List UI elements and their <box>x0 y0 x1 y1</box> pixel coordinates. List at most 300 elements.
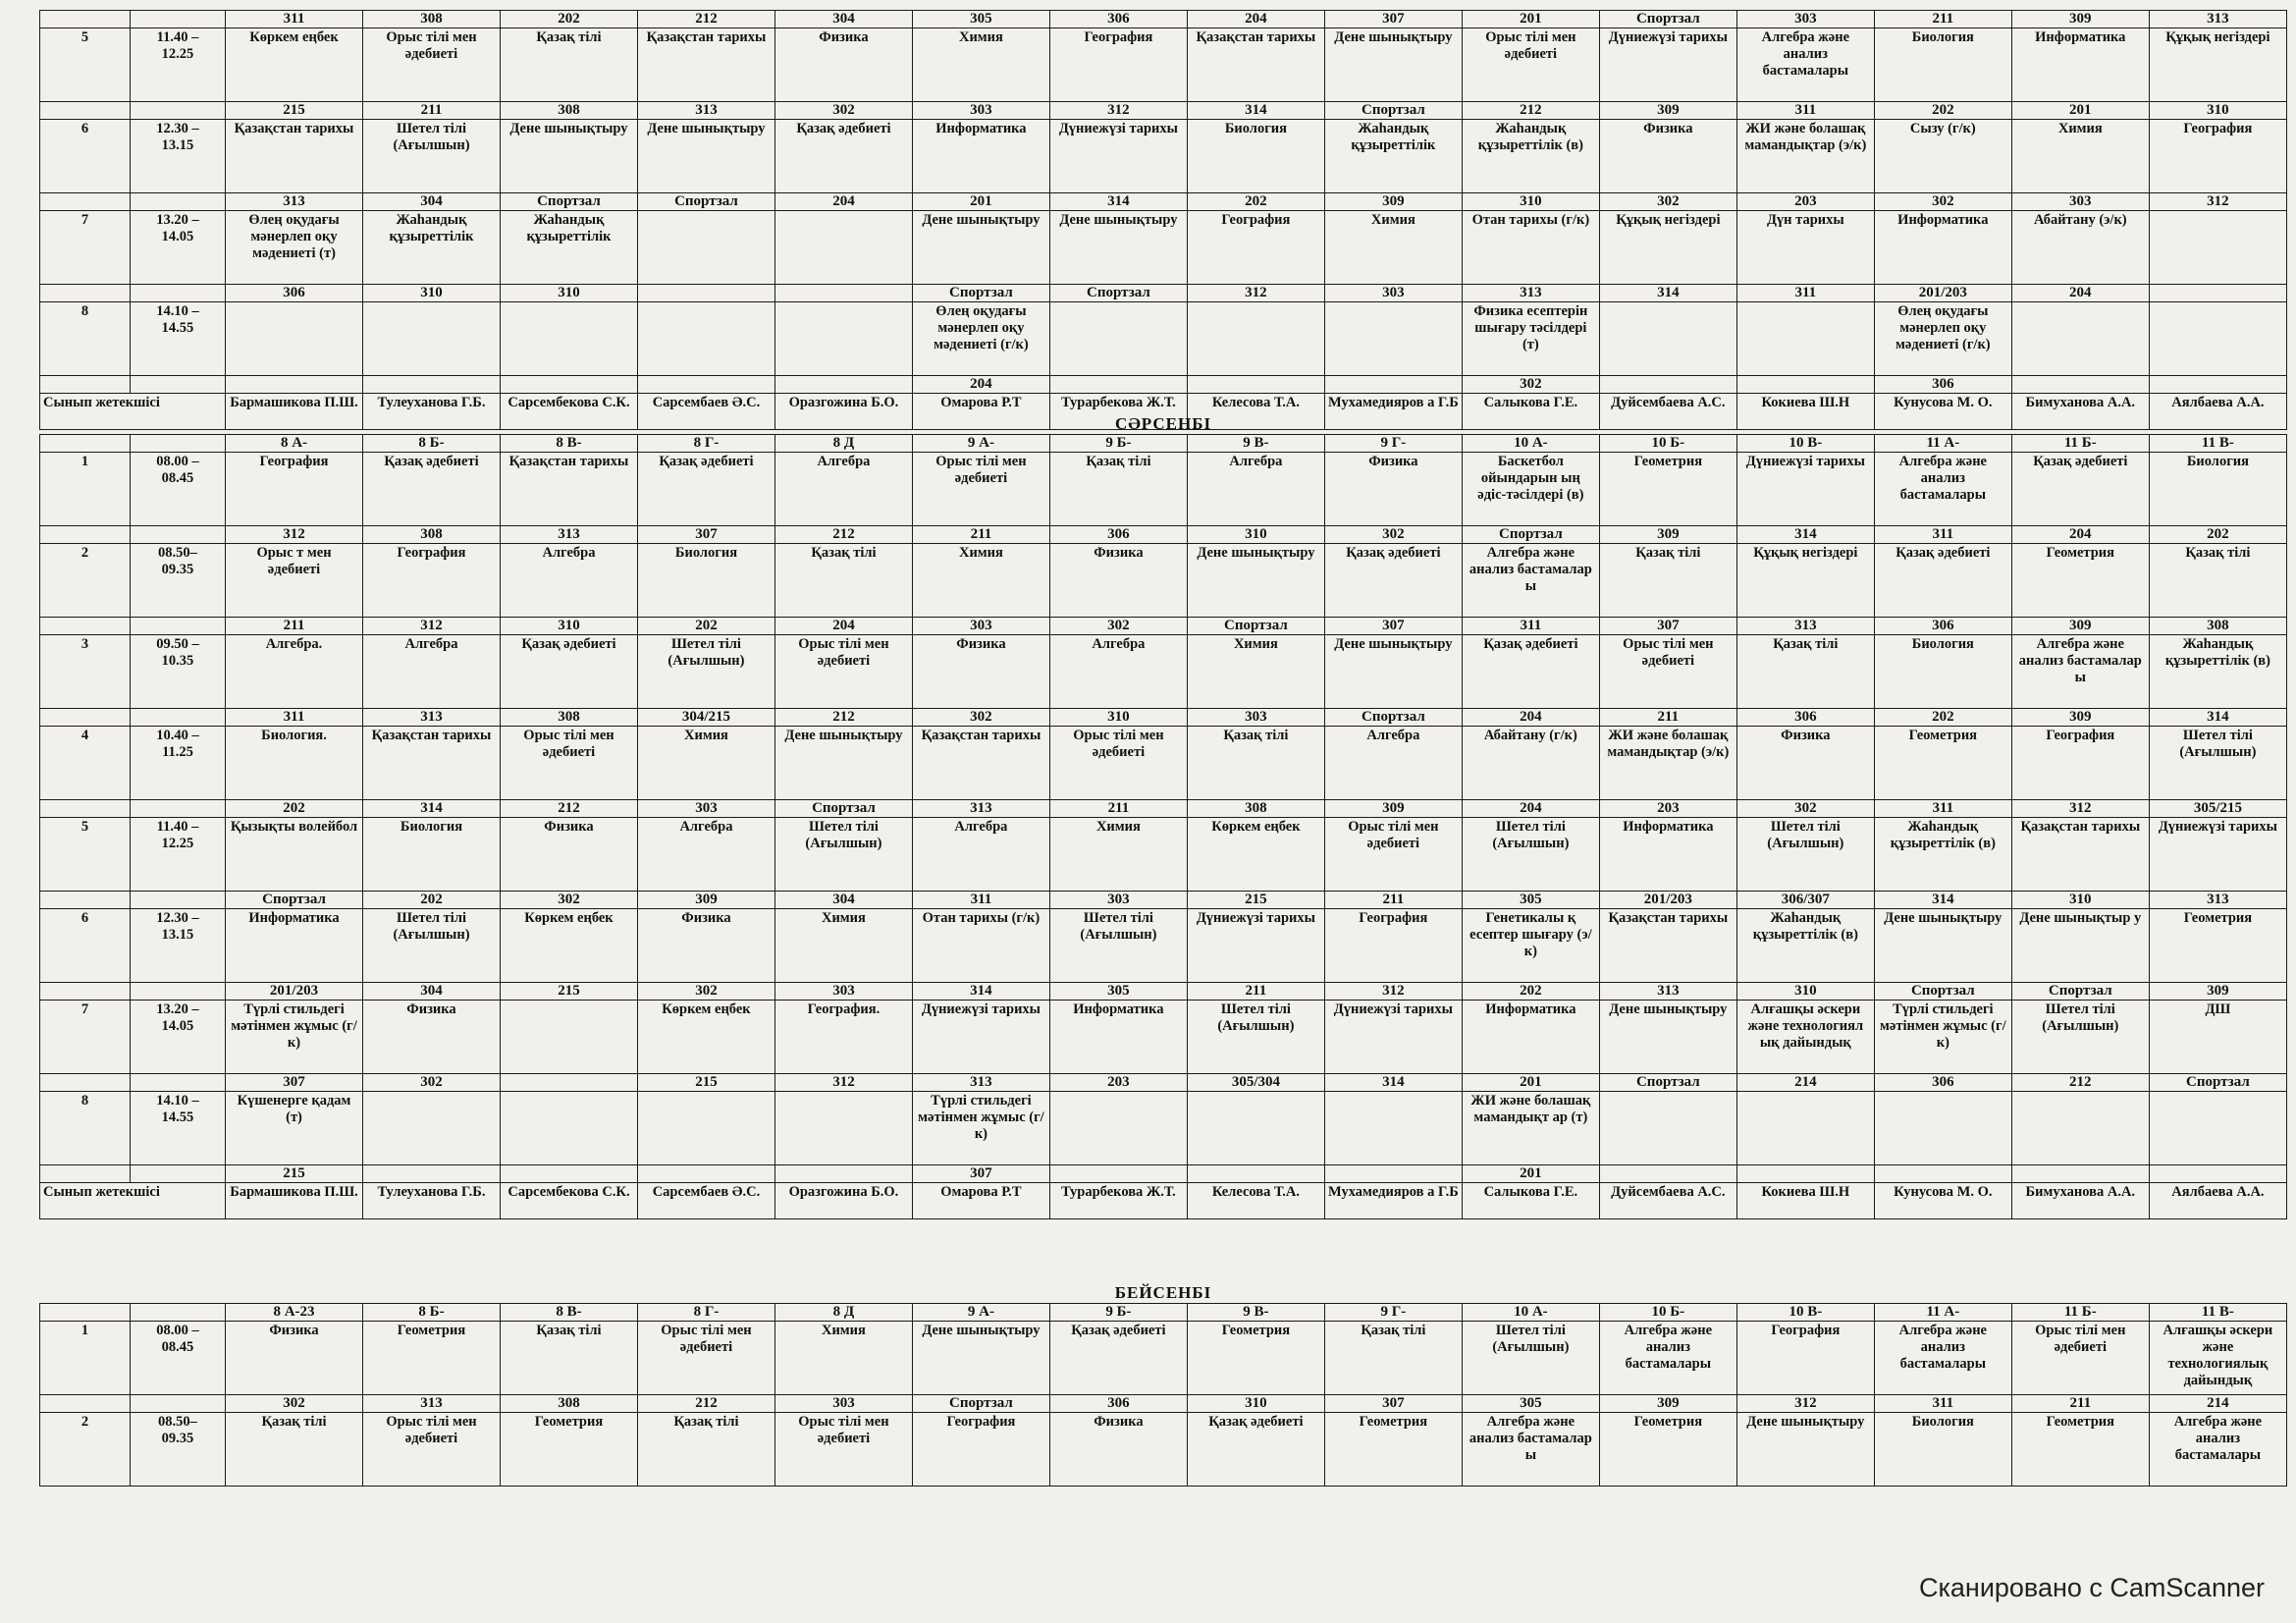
room-number: 311 <box>912 892 1049 909</box>
room-number <box>774 285 912 302</box>
room-number <box>363 376 501 394</box>
subject-cell: ЖИ және болашақ мамандықт ар (т) <box>1462 1092 1599 1165</box>
subject-cell: Құқық негіздері <box>1599 211 1736 285</box>
camscanner-watermark: Сканировано с CamScanner <box>1918 1573 2265 1602</box>
subject-cell <box>774 1092 912 1165</box>
subject-cell: Отан тарихы (г/к) <box>912 909 1049 983</box>
room-row <box>40 11 2287 28</box>
subject-cell: Шетел тілі (Ағылшын) <box>363 120 501 193</box>
teacher-name: Тулеуханова Г.Б. <box>363 394 501 430</box>
room-number: 305 <box>912 11 1049 28</box>
blank-cell <box>40 435 131 453</box>
subject-cell: Алгебра және анализ бастамалар ы <box>2011 635 2149 709</box>
teacher-name: Аялбаева А.А. <box>2149 394 2286 430</box>
room-number: 308 <box>500 709 637 727</box>
subject-cell <box>637 302 774 376</box>
subject-cell: Алгебра және анализ бастамалары <box>1736 28 1874 102</box>
subject-cell <box>637 211 774 285</box>
subject-cell: Қазақстан тарихы <box>2011 818 2149 892</box>
subject-cell: Орыс тілі мен әдебиеті <box>2011 1322 2149 1395</box>
room-row <box>40 193 2287 211</box>
subject-cell: Геометрия <box>1599 1413 1736 1487</box>
room-number: Спортзал <box>500 193 637 211</box>
subject-cell: Орыс тілі мен әдебиеті <box>363 1413 501 1487</box>
room-number: 304 <box>774 11 912 28</box>
room-number: 312 <box>1049 102 1187 120</box>
teacher-name: Омарова Р.Т <box>912 394 1049 430</box>
subject-cell: Дене шынықтыру <box>1324 28 1462 102</box>
blank-cell <box>130 526 225 544</box>
subject-cell: ДШ <box>2149 1001 2286 1074</box>
teacher-name: Оразгожина Б.О. <box>774 394 912 430</box>
subject-cell: Биология <box>1874 28 2011 102</box>
subject-cell: Геометрия <box>2149 909 2286 983</box>
teacher-name: Оразгожина Б.О. <box>774 1183 912 1219</box>
class-header: 11 А- <box>1874 435 2011 453</box>
teacher-name: Аялбаева А.А. <box>2149 1183 2286 1219</box>
room-number: 202 <box>1874 102 2011 120</box>
room-number: 212 <box>637 11 774 28</box>
subject-cell <box>2011 1092 2149 1165</box>
subject-cell: Дүниежүзі тарихы <box>1049 120 1187 193</box>
room-number: 310 <box>2011 892 2149 909</box>
blank-cell <box>130 1395 225 1413</box>
room-number <box>500 1165 637 1183</box>
blank-cell <box>40 11 131 28</box>
lesson-time: 13.20 – 14.05 <box>130 211 225 285</box>
room-number: 304/215 <box>637 709 774 727</box>
lesson-time: 14.10 – 14.55 <box>130 1092 225 1165</box>
room-number: 307 <box>1324 1395 1462 1413</box>
room-number: 305 <box>1462 892 1599 909</box>
room-number <box>1874 1165 2011 1183</box>
room-row <box>40 1165 2287 1183</box>
subject-cell: Биология <box>363 818 501 892</box>
room-number: 302 <box>1599 193 1736 211</box>
subject-cell: Жаһандық құзыреттілік <box>1324 120 1462 193</box>
lesson-row <box>40 302 2287 376</box>
class-teacher-label: Сынып жетекшісі <box>40 1183 226 1219</box>
subject-cell: Қазақстан тарихы <box>363 727 501 800</box>
subject-cell <box>1324 1092 1462 1165</box>
room-number: 313 <box>2149 11 2286 28</box>
lesson-number: 6 <box>40 120 131 193</box>
class-header: 9 В- <box>1187 1304 1324 1322</box>
blank-cell <box>130 892 225 909</box>
room-number: 308 <box>1187 800 1324 818</box>
room-number <box>1599 1165 1736 1183</box>
room-number: 202 <box>637 618 774 635</box>
subject-cell: Алгебра. <box>226 635 363 709</box>
lesson-time: 08.50– 09.35 <box>130 1413 225 1487</box>
subject-cell: Көркем еңбек <box>1187 818 1324 892</box>
room-number: 312 <box>774 1074 912 1092</box>
room-number: 306 <box>1736 709 1874 727</box>
room-number: 310 <box>1187 526 1324 544</box>
room-number <box>500 1074 637 1092</box>
teacher-name: Сарсембаев Ә.С. <box>637 394 774 430</box>
blank-cell <box>130 193 225 211</box>
subject-cell: Орыс тілі мен әдебиеті <box>774 1413 912 1487</box>
room-number: 306/307 <box>1736 892 1874 909</box>
subject-cell: Химия <box>1187 635 1324 709</box>
teacher-name: Дуйсембаева А.С. <box>1599 1183 1736 1219</box>
room-number: 304 <box>774 892 912 909</box>
subject-cell: Орыс т мен әдебиеті <box>226 544 363 618</box>
class-header: 9 Б- <box>1049 435 1187 453</box>
subject-cell: Абайтану (э/к) <box>2011 211 2149 285</box>
room-number: 310 <box>1187 1395 1324 1413</box>
subject-cell: Қазақ әдебиеті <box>1187 1413 1324 1487</box>
room-number: 312 <box>363 618 501 635</box>
subject-cell: Дүниежүзі тарихы <box>2149 818 2286 892</box>
subject-cell: Дүниежүзі тарихы <box>1599 28 1736 102</box>
subject-cell: Қазақ әдебиеті <box>774 120 912 193</box>
subject-cell: Дене шынықтыру <box>637 120 774 193</box>
room-number: 313 <box>500 526 637 544</box>
blank-cell <box>40 193 131 211</box>
room-number: 308 <box>363 11 501 28</box>
room-number: 215 <box>226 102 363 120</box>
room-number: 302 <box>637 983 774 1001</box>
room-number: 302 <box>774 102 912 120</box>
room-number: 302 <box>1049 618 1187 635</box>
lesson-row <box>40 909 2287 983</box>
lesson-number: 2 <box>40 1413 131 1487</box>
teacher-name: Кунусова М. О. <box>1874 1183 2011 1219</box>
room-number: 303 <box>1324 285 1462 302</box>
subject-cell: Биология. <box>226 727 363 800</box>
subject-cell: Дүниежүзі тарихы <box>1187 909 1324 983</box>
room-number: 303 <box>774 1395 912 1413</box>
room-number: 312 <box>1187 285 1324 302</box>
room-number: 309 <box>2011 11 2149 28</box>
subject-cell: Информатика <box>1049 1001 1187 1074</box>
room-number: 203 <box>1049 1074 1187 1092</box>
subject-cell: Алгебра және анализ бастамалары <box>2149 1413 2286 1487</box>
room-number: 302 <box>363 1074 501 1092</box>
subject-cell: Қызықты волейбол <box>226 818 363 892</box>
room-number: 313 <box>2149 892 2286 909</box>
subject-cell: Информатика <box>1462 1001 1599 1074</box>
subject-cell: Өлең оқудағы мәнерлеп оқу мәдениеті (т) <box>226 211 363 285</box>
room-number <box>1187 1165 1324 1183</box>
lesson-row <box>40 211 2287 285</box>
subject-cell: Көркем еңбек <box>500 909 637 983</box>
subject-cell: Геометрия <box>1324 1413 1462 1487</box>
subject-cell: Көркем еңбек <box>226 28 363 102</box>
subject-cell: Алгебра <box>1324 727 1462 800</box>
room-number: 308 <box>500 1395 637 1413</box>
room-number: 313 <box>363 1395 501 1413</box>
subject-cell: Физика <box>500 818 637 892</box>
room-number: Спортзал <box>1187 618 1324 635</box>
room-number <box>1324 1165 1462 1183</box>
class-header: 10 В- <box>1736 1304 1874 1322</box>
subject-cell: География <box>1049 28 1187 102</box>
subject-cell: Шетел тілі (Ағылшын) <box>637 635 774 709</box>
teacher-name: Бармашикова П.Ш. <box>226 394 363 430</box>
subject-cell: Қазақ әдебиеті <box>363 453 501 526</box>
room-number: Спортзал <box>2149 1074 2286 1092</box>
room-number: 303 <box>912 618 1049 635</box>
lesson-number: 3 <box>40 635 131 709</box>
room-number <box>500 376 637 394</box>
subject-cell: Қазақ әдебиеті <box>2011 453 2149 526</box>
subject-cell: Дене шынықтыру <box>1874 909 2011 983</box>
subject-cell: Алғашқы әскери және технологиялық дайындық <box>2149 1322 2286 1395</box>
subject-cell: Физика <box>1049 1413 1187 1487</box>
lesson-row <box>40 453 2287 526</box>
room-number: 308 <box>363 526 501 544</box>
subject-cell: Алгебра <box>1049 635 1187 709</box>
room-row <box>40 709 2287 727</box>
room-number <box>1324 376 1462 394</box>
subject-cell: Қазақ әдебиеті <box>500 635 637 709</box>
room-number: 311 <box>1736 102 1874 120</box>
subject-cell: География <box>226 453 363 526</box>
schedule-table <box>39 10 2287 430</box>
room-number <box>637 285 774 302</box>
subject-cell: Қазақстан тарихы <box>637 28 774 102</box>
blank-cell <box>130 1074 225 1092</box>
room-number: 307 <box>226 1074 363 1092</box>
room-number: Спортзал <box>637 193 774 211</box>
subject-cell: Генетикалы қ есептер шығару (э/к) <box>1462 909 1599 983</box>
subject-cell: Химия <box>1049 818 1187 892</box>
class-header: 8 Д <box>774 1304 912 1322</box>
subject-cell: Қазақ тілі <box>500 28 637 102</box>
room-number: 314 <box>1187 102 1324 120</box>
subject-cell <box>500 302 637 376</box>
subject-cell: Қазақстан тарихы <box>226 120 363 193</box>
blank-cell <box>40 618 131 635</box>
room-number: 202 <box>500 11 637 28</box>
subject-cell: Шетел тілі (Ағылшын) <box>1049 909 1187 983</box>
room-number: 310 <box>1462 193 1599 211</box>
room-row <box>40 1304 2287 1322</box>
room-row <box>40 1074 2287 1092</box>
room-number: Спортзал <box>1874 983 2011 1001</box>
subject-cell: Химия <box>2011 120 2149 193</box>
subject-cell: Физика <box>1324 453 1462 526</box>
room-number: 303 <box>2011 193 2149 211</box>
room-number: 313 <box>1462 285 1599 302</box>
subject-cell: Қазақстан тарихы <box>500 453 637 526</box>
room-number: 311 <box>226 709 363 727</box>
subject-cell: Жаһандық құзыреттілік <box>500 211 637 285</box>
class-header: 10 А- <box>1462 1304 1599 1322</box>
blank-cell <box>130 376 225 394</box>
room-number: 212 <box>637 1395 774 1413</box>
subject-cell: Қазақстан тарихы <box>1599 909 1736 983</box>
room-number: 314 <box>363 800 501 818</box>
room-number: 311 <box>1462 618 1599 635</box>
room-number: 211 <box>1874 11 2011 28</box>
class-header: 11 В- <box>2149 435 2286 453</box>
room-number: 201 <box>2011 102 2149 120</box>
lesson-time: 09.50 – 10.35 <box>130 635 225 709</box>
subject-cell: Алгебра және анализ бастамалары <box>1599 1322 1736 1395</box>
room-number: 312 <box>1324 983 1462 1001</box>
subject-cell: Өлең оқудағы мәнерлеп оқу мәдениеті (г/к) <box>1874 302 2011 376</box>
subject-cell: Дене шынықтыру <box>774 727 912 800</box>
room-number: 313 <box>912 800 1049 818</box>
class-header: 8 Г- <box>637 1304 774 1322</box>
room-number: Спортзал <box>1324 102 1462 120</box>
room-number: 204 <box>1462 709 1599 727</box>
subject-cell: Информатика <box>2011 28 2149 102</box>
room-number <box>637 376 774 394</box>
subject-cell: Физика <box>1599 120 1736 193</box>
room-number: 201 <box>912 193 1049 211</box>
subject-cell: Көркем еңбек <box>637 1001 774 1074</box>
teacher-name: Бимуханова А.А. <box>2011 394 2149 430</box>
room-number: 303 <box>637 800 774 818</box>
subject-cell: ЖИ және болашақ мамандықтар (э/к) <box>1736 120 1874 193</box>
subject-cell <box>1874 1092 2011 1165</box>
subject-cell: Геометрия <box>1187 1322 1324 1395</box>
subject-cell <box>2149 211 2286 285</box>
lesson-number: 1 <box>40 453 131 526</box>
subject-cell: Орыс тілі мен әдебиеті <box>1599 635 1736 709</box>
room-number: 307 <box>912 1165 1049 1183</box>
class-header: 10 А- <box>1462 435 1599 453</box>
subject-cell: Қазақ тілі <box>1736 635 1874 709</box>
room-number: 202 <box>2149 526 2286 544</box>
room-number: 310 <box>2149 102 2286 120</box>
room-number: 308 <box>2149 618 2286 635</box>
subject-cell: Алгебра және анализ бастамалары <box>1874 1322 2011 1395</box>
room-number: 302 <box>1324 526 1462 544</box>
subject-cell: Геометрия <box>363 1322 501 1395</box>
room-number <box>2149 1165 2286 1183</box>
subject-cell <box>1599 302 1736 376</box>
room-number: 313 <box>226 193 363 211</box>
room-number: 311 <box>1736 285 1874 302</box>
room-number: 311 <box>1874 526 2011 544</box>
subject-cell <box>2011 302 2149 376</box>
room-number: 204 <box>1462 800 1599 818</box>
room-number: 310 <box>1049 709 1187 727</box>
subject-cell: География <box>1187 211 1324 285</box>
subject-cell: Шетел тілі (Ағылшын) <box>363 909 501 983</box>
room-number: 211 <box>226 618 363 635</box>
room-number: 212 <box>500 800 637 818</box>
teacher-name: Тулеуханова Г.Б. <box>363 1183 501 1219</box>
subject-cell: Алгебра және анализ бастамалар ы <box>1462 544 1599 618</box>
room-number: 215 <box>637 1074 774 1092</box>
blank-cell <box>40 983 131 1001</box>
subject-cell: Физика <box>1736 727 1874 800</box>
lesson-time: 08.00 – 08.45 <box>130 453 225 526</box>
schedule-table <box>39 1303 2287 1487</box>
room-number: 305/215 <box>2149 800 2286 818</box>
subject-cell: Дене шынықтыру <box>1324 635 1462 709</box>
subject-cell: Шетел тілі (Ағылшын) <box>1462 1322 1599 1395</box>
teacher-name: Кокиева Ш.Н <box>1736 1183 1874 1219</box>
lesson-number: 5 <box>40 28 131 102</box>
room-number: 312 <box>226 526 363 544</box>
subject-cell: География <box>1324 909 1462 983</box>
day-title: СӘРСЕНБІ <box>1114 414 1212 433</box>
blank-cell <box>40 102 131 120</box>
room-number: Спортзал <box>1049 285 1187 302</box>
subject-cell: ЖИ және болашақ мамандықтар (э/к) <box>1599 727 1736 800</box>
room-number <box>1736 1165 1874 1183</box>
blank-cell <box>130 800 225 818</box>
lesson-row <box>40 1413 2287 1487</box>
room-number: 309 <box>1599 526 1736 544</box>
room-number: 204 <box>2011 285 2149 302</box>
subject-cell <box>1736 1092 1874 1165</box>
subject-cell: Өлең оқудағы мәнерлеп оқу мәдениеті (г/к) <box>912 302 1049 376</box>
room-row <box>40 435 2287 453</box>
subject-cell: Физика есептерін шығару тәсілдері (т) <box>1462 302 1599 376</box>
subject-cell: Физика <box>226 1322 363 1395</box>
lesson-time: 12.30 – 13.15 <box>130 120 225 193</box>
room-number: 211 <box>1049 800 1187 818</box>
schedule-table <box>39 434 2287 1219</box>
class-header: 8 А-23 <box>226 1304 363 1322</box>
room-number: 201/203 <box>226 983 363 1001</box>
teacher-name: Салыкова Г.Е. <box>1462 1183 1599 1219</box>
subject-cell: Шетел тілі (Ағылшын) <box>1187 1001 1324 1074</box>
lesson-time: 13.20 – 14.05 <box>130 1001 225 1074</box>
blank-cell <box>40 285 131 302</box>
subject-cell: Алгебра және анализ бастамалар ы <box>1462 1413 1599 1487</box>
subject-cell: Түрлі стильдегі мәтінмен жұмыс (г/к) <box>226 1001 363 1074</box>
subject-cell: Алғашқы әскери және технологиял ық дайындық <box>1736 1001 1874 1074</box>
room-number: 211 <box>2011 1395 2149 1413</box>
room-number: 313 <box>363 709 501 727</box>
subject-cell: Химия <box>774 1322 912 1395</box>
subject-cell: Қазақ тілі <box>1049 453 1187 526</box>
room-number: 202 <box>1187 193 1324 211</box>
subject-cell: Геометрия <box>2011 1413 2149 1487</box>
room-number: 202 <box>1874 709 2011 727</box>
room-row <box>40 1395 2287 1413</box>
room-number: 201 <box>1462 1074 1599 1092</box>
subject-cell <box>2149 302 2286 376</box>
lesson-row <box>40 1092 2287 1165</box>
subject-cell <box>774 302 912 376</box>
teacher-name: Кокиева Ш.Н <box>1736 394 1874 430</box>
subject-cell: Баскетбол ойындарын ың әдіс-тәсілдері (в) <box>1462 453 1599 526</box>
teacher-name: Мухамедияров а Г.Б <box>1324 394 1462 430</box>
room-number: 204 <box>1187 11 1324 28</box>
teacher-name: Турарбекова Ж.Т. <box>1049 394 1187 430</box>
subject-cell: География <box>2011 727 2149 800</box>
room-number: 211 <box>1324 892 1462 909</box>
room-number: 314 <box>1874 892 2011 909</box>
subject-cell: Жаһандық құзыреттілік (в) <box>1736 909 1874 983</box>
subject-cell: Қазақ әдебиеті <box>1874 544 2011 618</box>
room-number: 306 <box>1874 618 2011 635</box>
room-number: 215 <box>226 1165 363 1183</box>
room-number: 303 <box>1187 709 1324 727</box>
room-number: 314 <box>912 983 1049 1001</box>
room-number: 211 <box>912 526 1049 544</box>
subject-cell <box>1187 302 1324 376</box>
teacher-name: Бармашикова П.Ш. <box>226 1183 363 1219</box>
class-header: 9 Г- <box>1324 435 1462 453</box>
subject-cell: Орыс тілі мен әдебиеті <box>500 727 637 800</box>
subject-cell: Дене шынықтыру <box>912 1322 1049 1395</box>
teacher-name: Бимуханова А.А. <box>2011 1183 2149 1219</box>
subject-cell: Дене шынықтыру <box>1599 1001 1736 1074</box>
class-header: 8 Б- <box>363 1304 501 1322</box>
